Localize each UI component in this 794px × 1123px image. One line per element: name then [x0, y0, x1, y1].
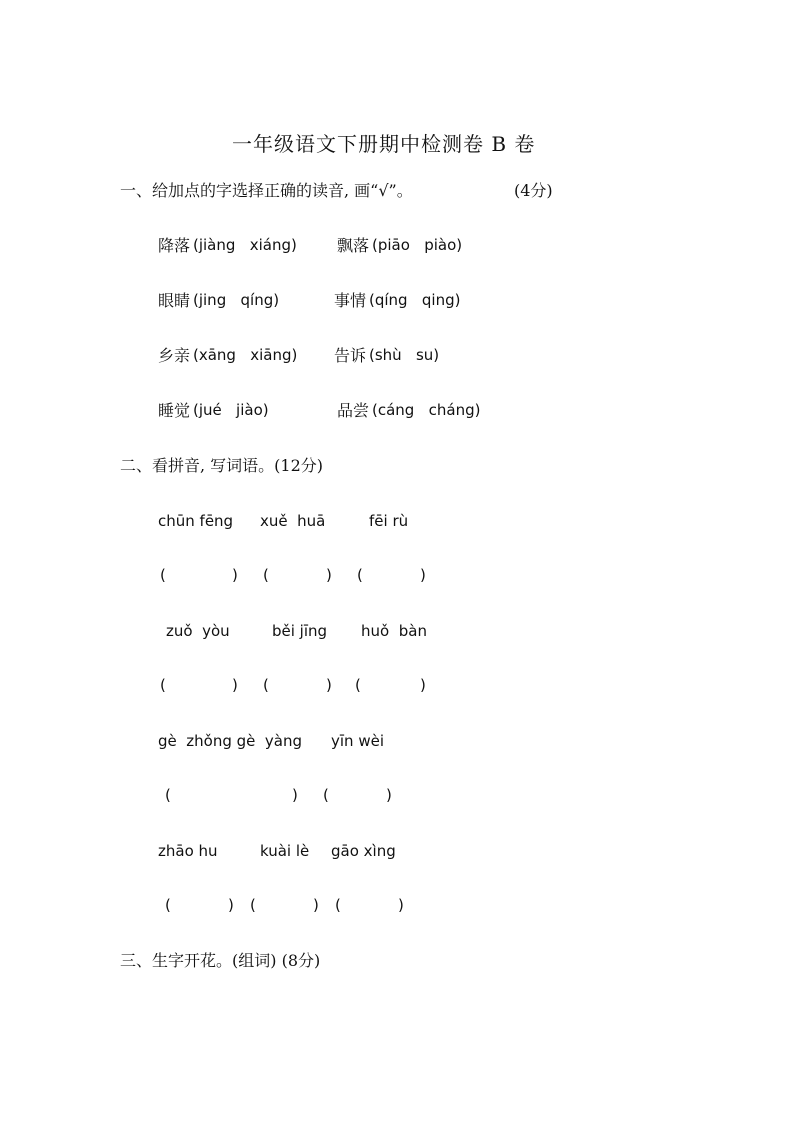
- pinyin-options: (qíng qing): [369, 291, 461, 309]
- pinyin-prompt: kuài lè: [260, 842, 310, 860]
- word: 乡亲: [158, 346, 191, 365]
- pinyin-options: (xāng xiāng): [193, 346, 298, 364]
- answer-close-paren: ): [326, 676, 332, 694]
- answer-open-paren: (: [165, 896, 171, 914]
- answer-open-paren: (: [263, 566, 269, 584]
- pinyin-prompt: chūn fēng: [158, 512, 234, 530]
- answer-open-paren: (: [323, 786, 329, 804]
- pinyin-options: (jué jiào): [193, 401, 269, 419]
- answer-close-paren: ): [420, 676, 426, 694]
- answer-close-paren: ): [292, 786, 298, 804]
- answer-close-paren: ): [420, 566, 426, 584]
- pinyin-prompt: fēi rù: [369, 512, 409, 530]
- answer-close-paren: ): [228, 896, 234, 914]
- pinyin-prompt: gāo xìng: [331, 842, 396, 860]
- word: 睡觉: [158, 401, 191, 420]
- pinyin-prompt: běi jīng: [272, 622, 328, 640]
- pinyin-options: (shù su): [369, 346, 440, 364]
- pinyin-prompt: huǒ bàn: [361, 622, 427, 640]
- answer-open-paren: (: [355, 676, 361, 694]
- answer-close-paren: ): [398, 896, 404, 914]
- pinyin-options: (piāo piào): [372, 236, 463, 254]
- answer-close-paren: ): [386, 786, 392, 804]
- answer-open-paren: (: [160, 566, 166, 584]
- section-2-heading: 二、看拼音, 写词语。(12分): [120, 456, 324, 475]
- section-1-score: (4分): [514, 181, 553, 200]
- pinyin-options: (jiàng xiáng): [193, 236, 297, 254]
- answer-close-paren: ): [232, 676, 238, 694]
- answer-open-paren: (: [263, 676, 269, 694]
- pinyin-prompt: zhāo hu: [158, 842, 218, 860]
- page-title: 一年级语文下册期中检测卷 B 卷: [232, 132, 536, 156]
- answer-open-paren: (: [250, 896, 256, 914]
- pinyin-prompt: gè zhǒng gè yàng: [158, 732, 303, 750]
- word: 飘落: [337, 236, 370, 255]
- answer-close-paren: ): [232, 566, 238, 584]
- answer-close-paren: ): [326, 566, 332, 584]
- pinyin-prompt: xuě huā: [260, 512, 326, 530]
- answer-open-paren: (: [335, 896, 341, 914]
- answer-open-paren: (: [357, 566, 363, 584]
- word: 品尝: [337, 401, 370, 420]
- answer-open-paren: (: [165, 786, 171, 804]
- answer-close-paren: ): [313, 896, 319, 914]
- answer-open-paren: (: [160, 676, 166, 694]
- pinyin-options: (cáng cháng): [372, 401, 481, 419]
- section-1-heading: 一、给加点的字选择正确的读音, 画“√”。: [120, 181, 413, 200]
- word: 眼睛: [158, 291, 191, 310]
- word: 告诉: [334, 346, 367, 365]
- pinyin-options: (jing qíng): [193, 291, 280, 309]
- pinyin-prompt: yīn wèi: [331, 732, 384, 750]
- word: 降落: [158, 236, 191, 255]
- pinyin-prompt: zuǒ yòu: [166, 622, 230, 640]
- section-3-heading: 三、生字开花。(组词) (8分): [120, 951, 321, 970]
- word: 事情: [334, 291, 367, 310]
